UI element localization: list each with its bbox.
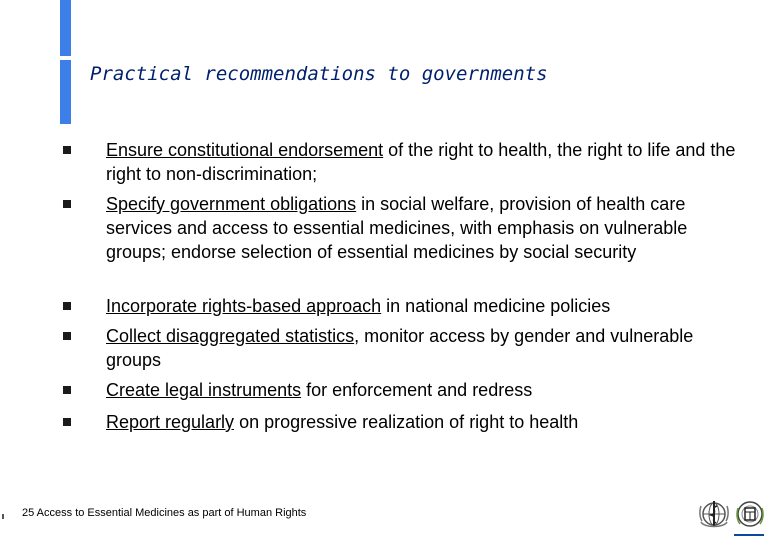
item-rest: of the right to health, the right to life and the right to non-discrimination; — [106, 140, 736, 184]
item-lead: Report regularly — [106, 412, 235, 432]
bullet-icon — [63, 302, 71, 310]
item-lead: Specify government obligations — [106, 194, 357, 214]
item-rest: in social welfare, provision of health care services and access to essential medicines, with emphasis on vulnerable groups; endorse selection of essential medicines by social security — [106, 194, 688, 262]
item-rest: on progressive realization of right to health — [234, 412, 579, 432]
accent-bar-bottom — [60, 60, 71, 124]
accent-bar-top — [60, 0, 71, 56]
list-item — [106, 138, 746, 186]
list-item — [106, 410, 746, 434]
bullet-icon — [63, 146, 71, 154]
item-lead: Collect disaggregated statistics — [106, 326, 355, 346]
slide-footer: 25 Access to Essential Medicines as part of Human Rights — [22, 507, 307, 519]
bullet-icon — [63, 418, 71, 426]
partner-emblem-icon — [734, 498, 766, 530]
slide-title: Practical recommendations to governments — [90, 63, 548, 85]
corner-mark — [2, 514, 4, 519]
bullet-icon — [63, 386, 71, 394]
item-rest: in national medicine policies — [381, 296, 611, 316]
list-item — [106, 324, 746, 372]
item-rest: for enforcement and redress — [301, 380, 533, 400]
item-lead: Ensure constitutional endorsement — [106, 140, 384, 160]
item-lead: Create legal instruments — [106, 380, 302, 400]
item-lead: Incorporate rights-based approach — [106, 296, 382, 316]
logo-underline — [734, 534, 764, 536]
bullet-icon — [63, 200, 71, 208]
who-emblem-icon — [698, 498, 730, 530]
list-item — [106, 192, 746, 264]
list-item — [106, 294, 746, 318]
item-rest: , monitor access by gender and vulnerable groups — [106, 326, 694, 370]
bullet-icon — [63, 332, 71, 340]
list-item — [106, 378, 746, 402]
